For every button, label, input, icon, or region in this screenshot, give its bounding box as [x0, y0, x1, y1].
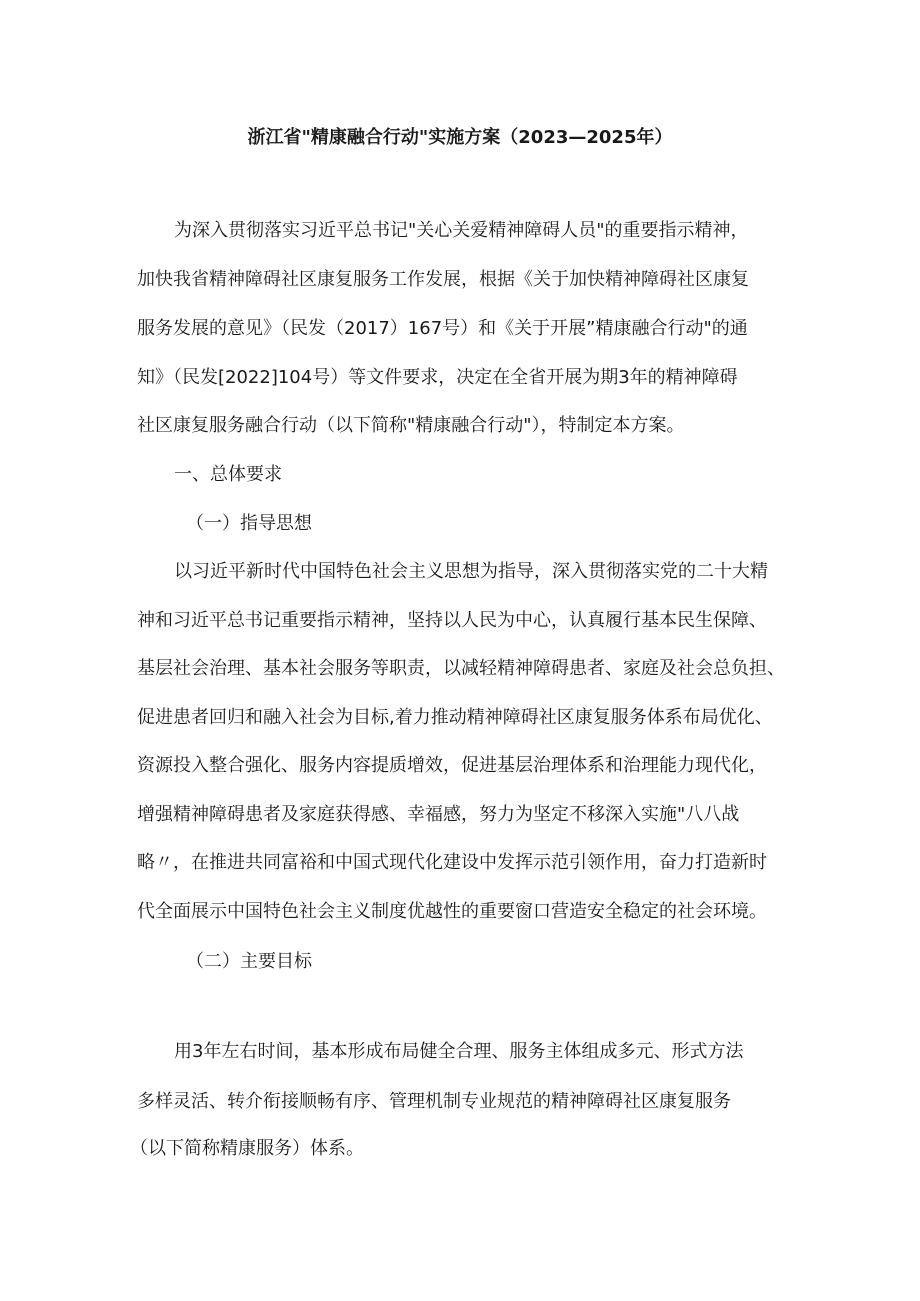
intro-line-3: 服务发展的意见》（民发（2017）167号）和《关于开展”精康融合行动"的通	[137, 318, 748, 339]
section-heading-general-requirements: 一、总体要求	[174, 464, 282, 485]
guiding-line-3: 基层社会治理、基本社会服务等职责，以减轻精神障碍患者、家庭及社会总负担、	[137, 658, 785, 679]
goals-line-1: 用3年左右时间，基本形成布局健全合理、服务主体组成多元、形式方法	[174, 1041, 744, 1062]
guiding-line-7: 略〃，在推进共同富裕和中国式现代化建设中发挥示范引领作用，奋力打造新时	[137, 852, 767, 873]
intro-line-2: 加快我省精神障碍社区康复服务工作发展，根据《关于加快精神障碍社区康复	[137, 269, 749, 290]
subsection-heading-guiding-ideology: （一）指导思想	[186, 513, 312, 534]
guiding-line-4: 促进患者回归和融入社会为目标,着力推动精神障碍社区康复服务体系布局优化、	[137, 707, 773, 728]
intro-line-4: 知》（民发[2022]104号）等文件要求，决定在全省开展为期3年的精神障碍	[137, 367, 738, 388]
subsection-heading-main-goals: （二）主要目标	[186, 951, 312, 972]
intro-line-5: 社区康复服务融合行动（以下简称"精康融合行动"），特制定本方案。	[137, 415, 685, 436]
guiding-line-2: 神和习近平总书记重要指示精神，坚持以人民为中心，认真履行基本民生保障、	[137, 610, 767, 631]
guiding-line-8: 代全面展示中国特色社会主义制度优越性的重要窗口营造安全稳定的社会环境。	[137, 901, 767, 922]
intro-line-1: 为深入贯彻落实习近平总书记"关心关爱精神障碍人员"的重要指示精神，	[174, 220, 749, 241]
document-title: 浙江省"精康融合行动"实施方案（2023—2025年）	[247, 127, 673, 148]
goals-line-3: （以下简称精康服务）体系。	[130, 1138, 364, 1159]
guiding-line-5: 资源投入整合强化、服务内容提质增效，促进基层治理体系和治理能力现代化，	[137, 755, 767, 776]
guiding-line-1: 以习近平新时代中国特色社会主义思想为指导，深入贯彻落实党的二十大精	[174, 561, 768, 582]
guiding-line-6: 增强精神障碍患者及家庭获得感、幸福感，努力为坚定不移深入实施"八八战	[137, 804, 740, 825]
goals-line-2: 多样灵活、转介衔接顺畅有序、管理机制专业规范的精神障碍社区康复服务	[137, 1091, 731, 1112]
